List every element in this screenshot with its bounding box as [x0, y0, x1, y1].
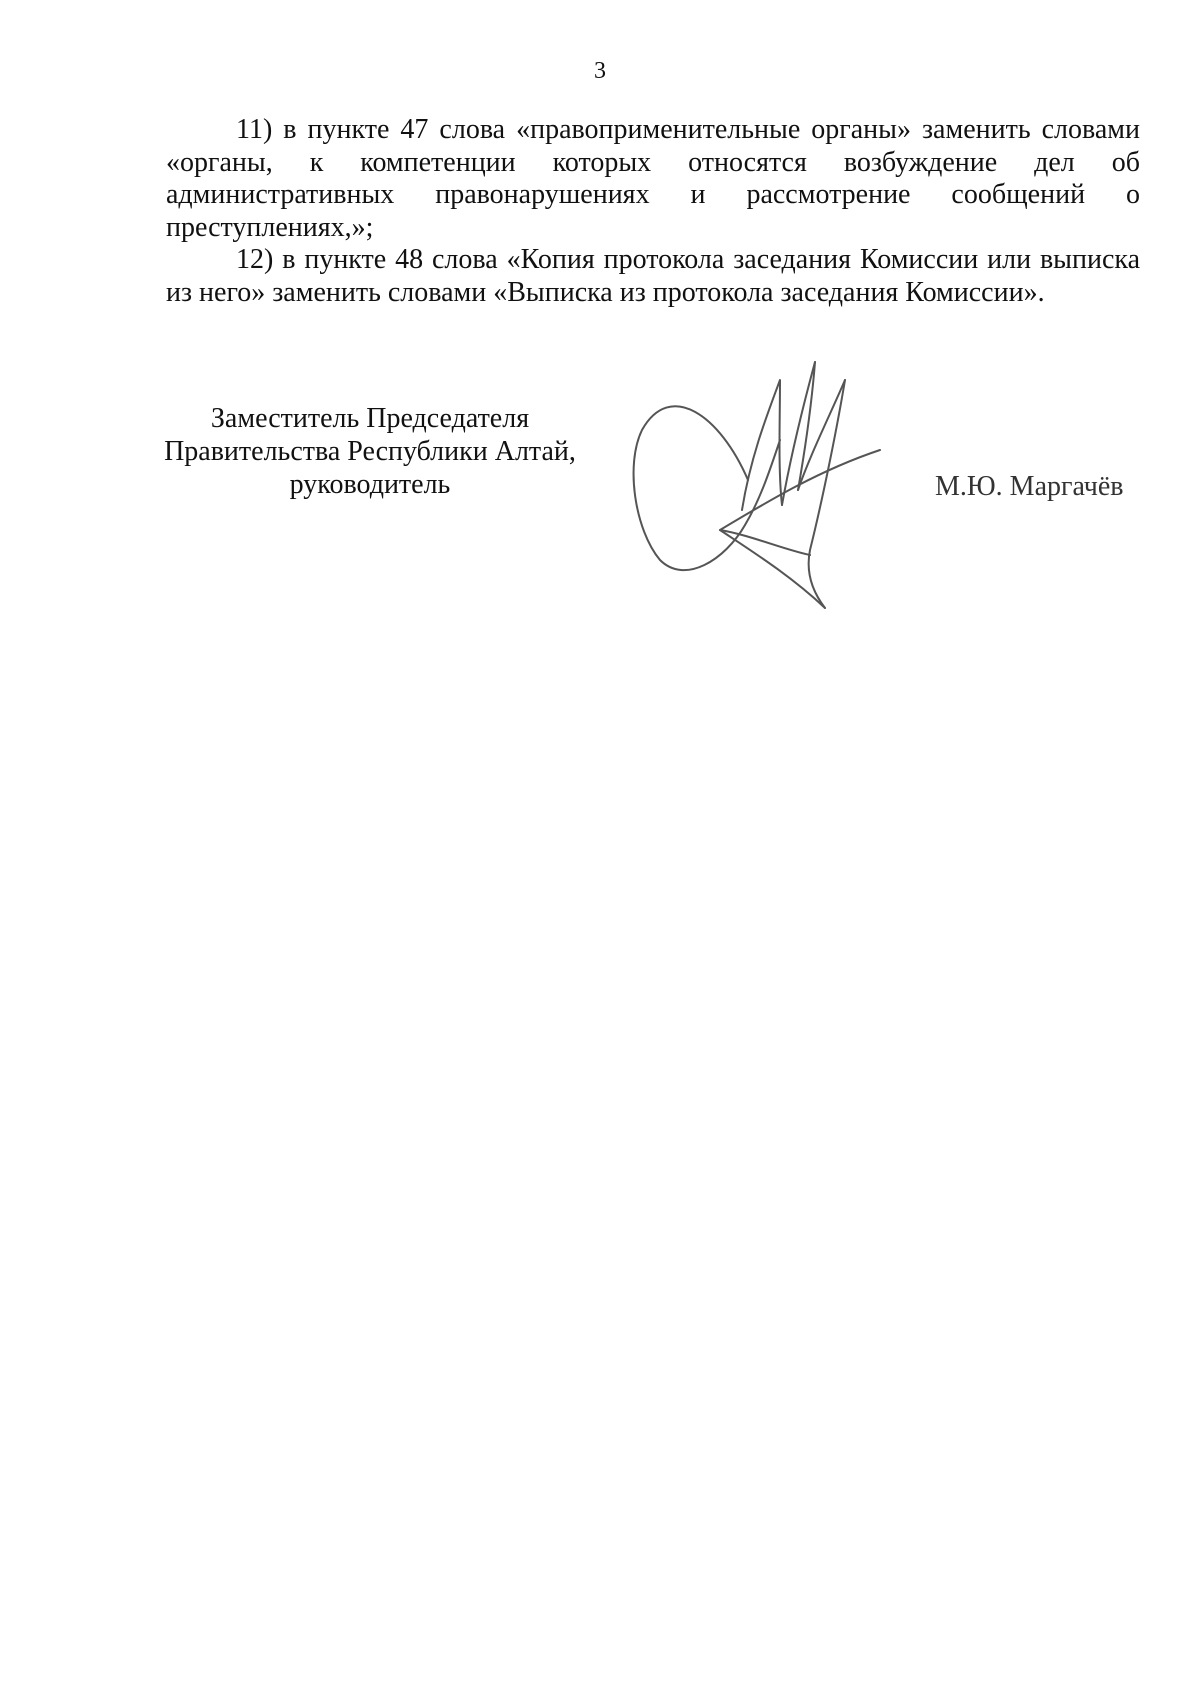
position-line: руководитель [289, 469, 451, 500]
paragraph-item-12: 12) в пункте 48 слова «Копия протокола заседания Комиссии или выписка из него» заменить словами «Выписка из протокола заседания Комиссии». [166, 244, 1140, 308]
signatory-name: М.Ю. Маргачёв [935, 471, 1124, 502]
handwritten-signature-icon [630, 360, 910, 610]
signatory-position [150, 402, 590, 501]
document-body [166, 114, 1140, 309]
page-number: 3 [594, 58, 606, 84]
paragraph-item-11: 11) в пункте 47 слова «правоприменительные органы» заменить словами «органы, к компетенции которых относятся возбуждение дел об административных правонарушениях и рассмотрение сообщений о преступлениях,»; [166, 114, 1140, 243]
position-line: Правительства Республики Алтай, [164, 436, 576, 467]
position-line: Заместитель Председателя [210, 403, 530, 434]
